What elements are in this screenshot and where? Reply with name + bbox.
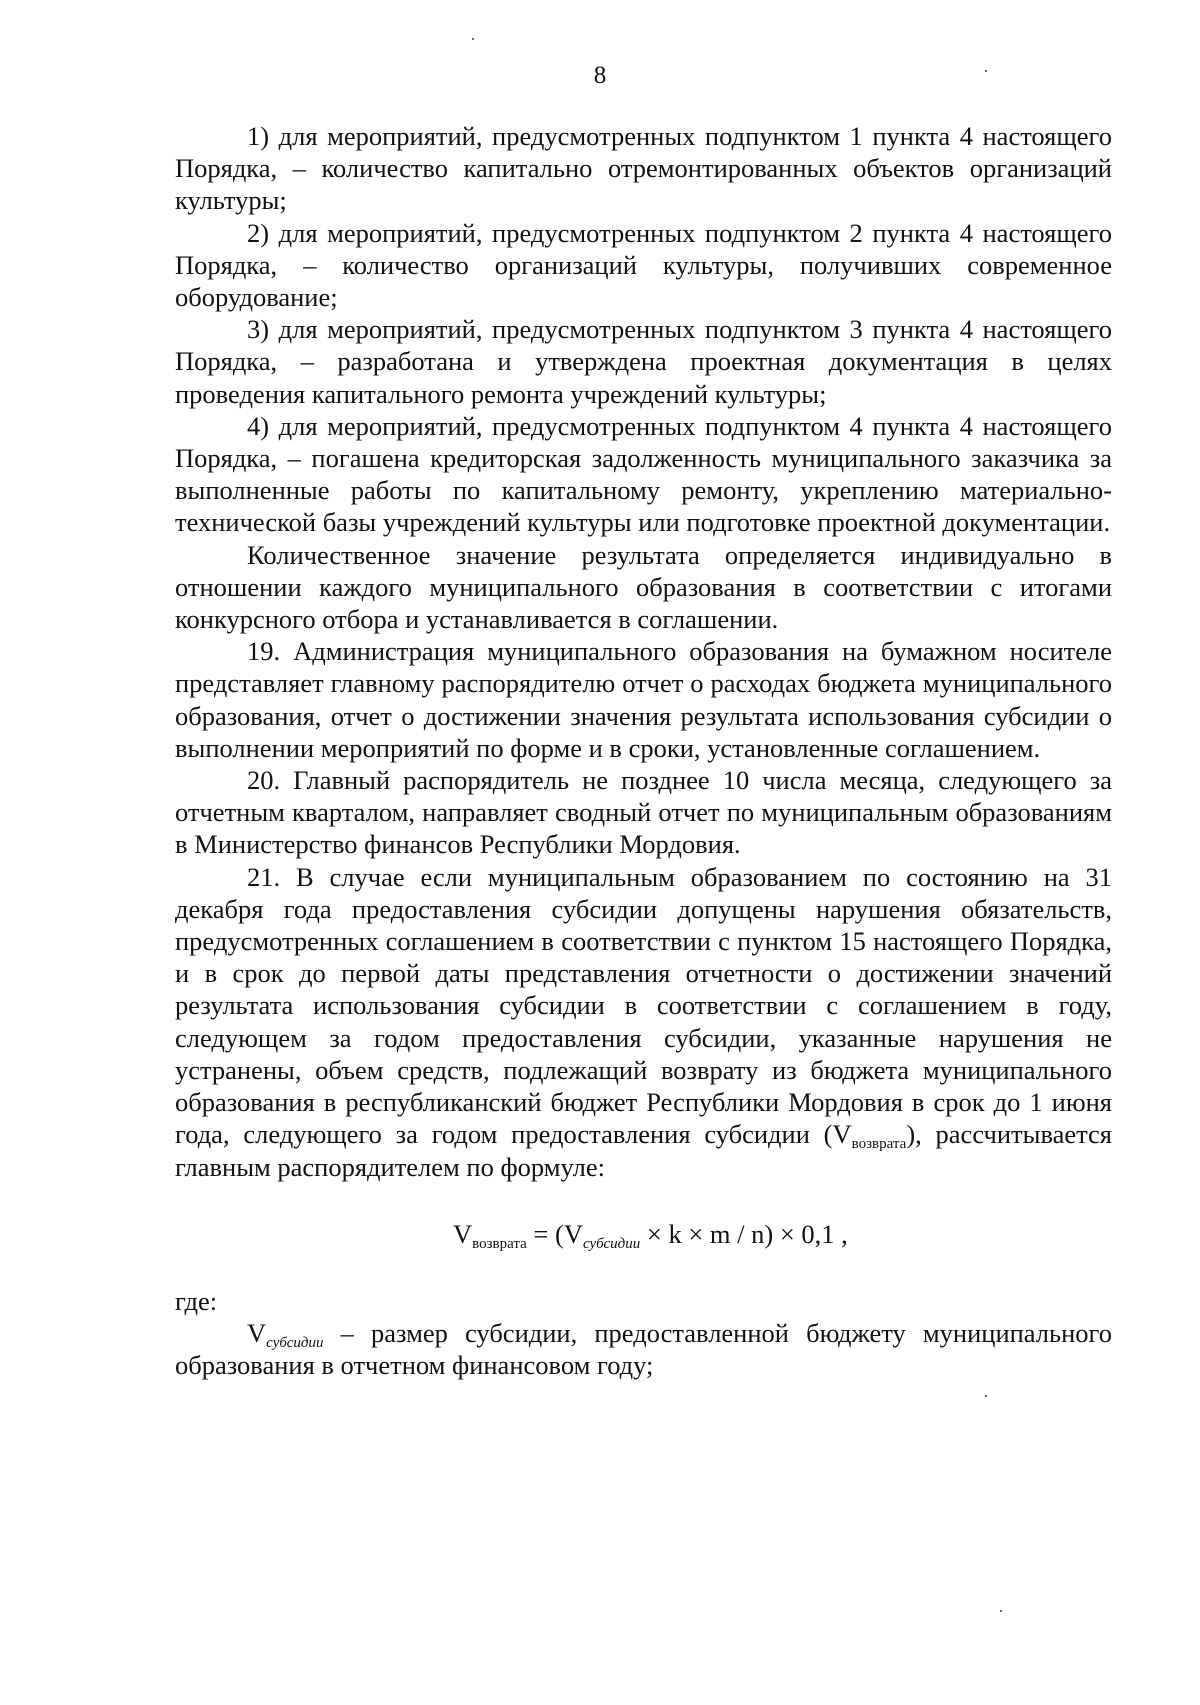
- definition-text: – размер субсидии, предоставленной бюджету муниципального образования в отчетном финансовом году;: [175, 1317, 1112, 1381]
- paragraph-subitem-4: 4) для мероприятий, предусмотренных подпунктом 4 пункта 4 настоящего Порядка, – погашена кредиторская задолженность муниципального заказчика за выполненные работы по капитальному ремонту, укреплению материально-технической базы учреждений культуры или подготовке проектной документации.: [175, 410, 1112, 538]
- definition-v: V: [247, 1317, 267, 1348]
- return-formula: [175, 1217, 1112, 1251]
- paragraph-20: 20. Главный распорядитель не позднее 10 числа месяца, следующего за отчетным кварталом, направляет сводный отчет по муниципальным образованиям в Министерство финансов Республики Мордовия.: [175, 765, 1112, 860]
- paragraph-21: [175, 861, 1112, 1183]
- v-return-subscript: возврата: [851, 1136, 907, 1153]
- definition-v-subsidy: [175, 1317, 1112, 1381]
- paragraph-subitem-2: 2) для мероприятий, предусмотренных подпунктом 2 пункта 4 настоящего Порядка, – количество организаций культуры, получивших современное оборудование;: [175, 217, 1112, 313]
- scan-speck: [1000, 1610, 1002, 1612]
- paragraph-result-value: Количественное значение результата определяется индивидуально в отношении каждого муниципального образования в соответствии с итогами конкурсного отбора и устанавливается в соглашении.: [175, 539, 1112, 635]
- formula-rhs-subscript: субсидии: [582, 1235, 641, 1252]
- scan-speck: [985, 1395, 987, 1397]
- scan-speck: [472, 38, 474, 40]
- where-label: где:: [175, 1285, 218, 1316]
- page-number: 8: [593, 62, 607, 89]
- formula-lhs-subscript: возврата: [472, 1235, 527, 1252]
- paragraph-21-text-end: ), рассчитывается главным распорядителем по формуле:: [175, 1119, 1112, 1182]
- formula-eq-open: = (V: [526, 1218, 583, 1249]
- paragraph-subitem-3: 3) для мероприятий, предусмотренных подпунктом 3 пункта 4 настоящего Порядка, – разработана и утверждена проектная документация в целях проведения капитального ремонта учреждений культуры;: [175, 314, 1112, 409]
- document-body: [175, 120, 1112, 1381]
- paragraph-19: 19. Администрация муниципального образования на бумажном носителе представляет главному распорядителю отчет о расходах бюджета муниципального образования, отчет о достижении значения результата использования субсидии о выполнении мероприятий по форме и в сроки, установленные соглашением.: [175, 636, 1112, 763]
- paragraph-21-text: 21. В случае если муниципальным образованием по состоянию на 31 декабря года предоставления субсидии допущены нарушения обязательств, предусмотренных соглашением в соответствии с пунктом 15 настоящего Порядка, и в срок до первой даты представления отчетности о достижении значений результата использования субсидии в соответствии с соглашением в году, следующем за годом предоставления субсидии, указанные нарушения не устранены, объем средств, подлежащий возврату из бюджета муниципального образования в республиканский бюджет Республики Мордовия в срок до 1 июня года, следующего за годом предоставления субсидии (V: [175, 861, 1112, 1150]
- definition-subscript: субсидии: [266, 1334, 324, 1351]
- formula-v: V: [453, 1218, 473, 1249]
- paragraph-subitem-1: 1) для мероприятий, предусмотренных подпунктом 1 пункта 4 настоящего Порядка, – количество капитально отремонтированных объектов организаций культуры;: [175, 121, 1112, 216]
- formula-rest: × k × m / n) × 0,1 ,: [640, 1218, 848, 1249]
